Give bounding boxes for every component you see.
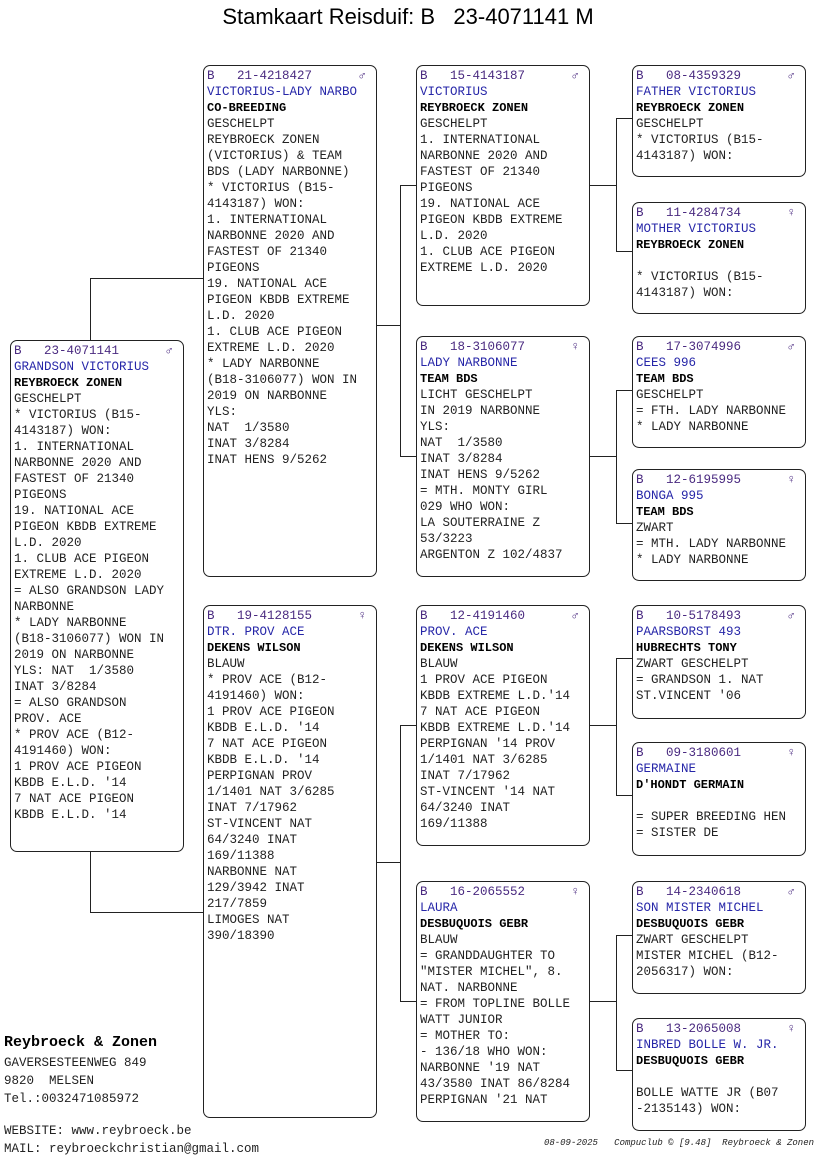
- pigeon-info-line: FASTEST OF 21340: [207, 245, 328, 259]
- pigeon-info-line: BDS (LADY NARBONNE): [207, 165, 350, 179]
- pigeon-card-subject: [10, 340, 184, 852]
- pigeon-info-line: 2019 ON NARBONNE: [14, 648, 135, 662]
- pigeon-info-line: 1/1401 NAT 3/6285: [207, 785, 335, 799]
- pigeon-header: [636, 339, 805, 355]
- pigeon-info-line: PERPIGNAN '14 PROV: [420, 737, 556, 751]
- pigeon-info-line: 2019 ON NARBONNE: [207, 389, 328, 403]
- pigeon-card-sire: [203, 65, 377, 577]
- pigeon-info-line: 2056317) WON:: [636, 965, 734, 979]
- pigeon-info-line: YLS:: [207, 405, 238, 419]
- pigeon-info-line: 19. NATIONAL ACE: [14, 504, 135, 518]
- pigeon-name: GRANDSON VICTORIUS: [14, 360, 150, 374]
- pigeon-info-line: 1. CLUB ACE PIGEON: [420, 245, 556, 259]
- ring-number: 09-3180601: [666, 746, 742, 760]
- connector-line: [400, 725, 401, 1001]
- pigeon-name: GERMAINE: [636, 762, 697, 776]
- pigeon-info-line: PIGEONS: [207, 261, 260, 275]
- pigeon-info-line: YLS: NAT 1/3580: [14, 664, 135, 678]
- connector-line: [589, 185, 616, 186]
- pigeon-info-line: PIGEONS: [14, 488, 67, 502]
- pigeon-card-gs-dam-sire: [416, 605, 590, 846]
- pigeon-header: [14, 343, 183, 359]
- pigeon-info-line: GESCHELPT: [207, 117, 275, 131]
- country-code: B: [636, 340, 644, 354]
- connector-line: [616, 658, 617, 795]
- pigeon-info-line: ST-VINCENT NAT: [207, 817, 313, 831]
- ring-number: 19-4128155: [237, 609, 313, 623]
- country-code: B: [420, 69, 428, 83]
- pigeon-info-line: 1. INTERNATIONAL: [420, 133, 541, 147]
- pigeon-info-line: KBDB E.L.D. '14: [14, 776, 127, 790]
- connector-line: [589, 725, 616, 726]
- pigeon-info-line: = MOTHER TO:: [420, 1029, 511, 1043]
- pigeon-info-line: 4143187) WON:: [14, 424, 112, 438]
- pigeon-header: [420, 339, 589, 355]
- pigeon-name: INBRED BOLLE W. JR.: [636, 1038, 779, 1052]
- pigeon-info-line: (B18-3106077) WON IN: [14, 632, 165, 646]
- pigeon-info-line: MISTER MICHEL (B12-: [636, 949, 779, 963]
- pigeon-card-ggp: [632, 881, 806, 994]
- pigeon-info-line: NARBONNE: [14, 600, 75, 614]
- pigeon-owner: REYBROECK ZONEN: [636, 101, 745, 115]
- pigeon-info-line: LICHT GESCHELPT: [420, 388, 533, 402]
- pigeon-info-line: BLAUW: [420, 933, 458, 947]
- pigeon-name: FATHER VICTORIUS: [636, 85, 757, 99]
- ring-number: 15-4143187: [450, 69, 526, 83]
- pigeon-info-line: = FTH. LADY NARBONNE: [636, 404, 787, 418]
- country-code: B: [420, 609, 428, 623]
- pigeon-info-line: INAT HENS 9/5262: [420, 468, 541, 482]
- male-icon: ♂: [787, 340, 795, 354]
- pigeon-name: DTR. PROV ACE: [207, 625, 305, 639]
- connector-line: [589, 456, 616, 457]
- pigeon-info-line: 129/3942 INAT: [207, 881, 305, 895]
- connector-line: [90, 851, 91, 912]
- male-icon: ♂: [571, 609, 579, 623]
- pigeon-info-line: PIGEON KBDB EXTREME: [207, 293, 350, 307]
- pigeon-card-gd-dam-dam: [416, 881, 590, 1122]
- pigeon-info-line: PIGEON KBDB EXTREME: [14, 520, 157, 534]
- pigeon-info-line: GESCHELPT: [636, 117, 704, 131]
- pigeon-info-line: * PROV ACE (B12-: [14, 728, 135, 742]
- pigeon-info-line: 1/1401 NAT 3/6285: [420, 753, 548, 767]
- pigeon-info-line: INAT 7/17962: [420, 769, 511, 783]
- female-icon: ♀: [571, 340, 579, 354]
- breeder-mail: MAIL: reybroeckchristian@gmail.com: [4, 1142, 260, 1156]
- country-code: B: [14, 344, 22, 358]
- connector-line: [616, 390, 632, 391]
- pigeon-owner: DEKENS WILSON: [420, 641, 514, 655]
- country-code: B: [636, 1022, 644, 1036]
- pigeon-card-gd-sire-dam: [416, 336, 590, 577]
- male-icon: ♂: [787, 885, 795, 899]
- pigeon-header: [420, 608, 589, 624]
- pigeon-header: [636, 1021, 805, 1037]
- pigeon-info-line: KBDB E.L.D. '14: [14, 808, 127, 822]
- pigeon-name: LADY NARBONNE: [420, 356, 518, 370]
- pigeon-info-line: * LADY NARBONNE: [636, 553, 749, 567]
- pigeon-name: PAARSBORST 493: [636, 625, 742, 639]
- pigeon-card-ggp: [632, 605, 806, 719]
- pigeon-info-line: PERPIGNAN PROV: [207, 769, 313, 783]
- pigeon-name: VICTORIUS: [420, 85, 488, 99]
- ring-number: 08-4359329: [666, 69, 742, 83]
- ring-number: 17-3074996: [666, 340, 742, 354]
- pigeon-info-line: (B18-3106077) WON IN: [207, 373, 358, 387]
- pigeon-info-line: GESCHELPT: [636, 388, 704, 402]
- pigeon-info-line: PERPIGNAN '21 NAT: [420, 1093, 548, 1107]
- page-title: Stamkaart Reisduif: B 23-4071141 M: [222, 4, 594, 29]
- pigeon-header: [636, 884, 805, 900]
- pigeon-info-line: 64/3240 INAT: [207, 833, 298, 847]
- pigeon-info-line: 1. INTERNATIONAL: [14, 440, 135, 454]
- ring-number: 13-2065008: [666, 1022, 742, 1036]
- connector-line: [90, 278, 203, 279]
- pigeon-info-line: 43/3580 INAT 86/8284: [420, 1077, 571, 1091]
- country-code: B: [207, 609, 215, 623]
- pigeon-card-ggp: [632, 469, 806, 581]
- pigeon-info-line: WATT JUNIOR: [420, 1013, 503, 1027]
- pigeon-info-line: 64/3240 INAT: [420, 801, 511, 815]
- pigeon-info-line: YLS:: [420, 420, 451, 434]
- connector-line: [616, 118, 617, 251]
- connector-line: [90, 912, 203, 913]
- connector-line: [616, 1070, 632, 1071]
- pigeon-header: [420, 884, 589, 900]
- pigeon-card-ggp: [632, 1018, 806, 1131]
- pigeon-owner: DEKENS WILSON: [207, 641, 301, 655]
- pigeon-info-line: = MTH. LADY NARBONNE: [636, 537, 787, 551]
- pigeon-info-line: KBDB EXTREME L.D.'14: [420, 721, 571, 735]
- connector-line: [400, 1001, 416, 1002]
- pigeon-owner: TEAM BDS: [636, 372, 694, 386]
- pigeon-card-dam: [203, 605, 377, 1118]
- pigeon-info-line: L.D. 2020: [420, 229, 488, 243]
- connector-line: [616, 935, 632, 936]
- pigeon-info-line: * VICTORIUS (B15-: [636, 133, 764, 147]
- country-code: B: [636, 746, 644, 760]
- pigeon-info-line: 1. CLUB ACE PIGEON: [207, 325, 343, 339]
- pigeon-info-line: ZWART: [636, 521, 674, 535]
- pigeon-info-line: 4143187) WON:: [207, 197, 305, 211]
- pigeon-info-line: INAT 3/8284: [420, 452, 503, 466]
- ring-number: 23-4071141: [44, 344, 120, 358]
- connector-line: [616, 118, 632, 119]
- pigeon-owner: REYBROECK ZONEN: [420, 101, 529, 115]
- pigeon-info-line: "MISTER MICHEL", 8.: [420, 965, 563, 979]
- pigeon-info-line: NAT 1/3580: [420, 436, 503, 450]
- pigeon-info-line: BLAUW: [207, 657, 245, 671]
- pigeon-owner: TEAM BDS: [420, 372, 478, 386]
- pigeon-info-line: NARBONNE 2020 AND: [14, 456, 142, 470]
- connector-line: [376, 862, 400, 863]
- pigeon-info-line: NARBONNE 2020 AND: [207, 229, 335, 243]
- pigeon-info-line: = ALSO GRANDSON: [14, 696, 127, 710]
- pigeon-info-line: PROV. ACE: [14, 712, 82, 726]
- pigeon-info-line: ST-VINCENT '14 NAT: [420, 785, 556, 799]
- pigeon-owner: REYBROECK ZONEN: [636, 238, 745, 252]
- pigeon-info-line: 1 PROV ACE PIGEON: [14, 760, 142, 774]
- pigeon-header: [207, 608, 376, 624]
- pigeon-info-line: 390/18390: [207, 929, 275, 943]
- pigeon-info-line: 7 NAT ACE PIGEON: [420, 705, 541, 719]
- pigeon-name: PROV. ACE: [420, 625, 488, 639]
- pigeon-info-line: KBDB E.L.D. '14: [207, 721, 320, 735]
- pigeon-header: [636, 745, 805, 761]
- pigeon-card-gs-sire-sire: [416, 65, 590, 306]
- ring-number: 12-6195995: [666, 473, 742, 487]
- country-code: B: [207, 69, 215, 83]
- pigeon-info-line: 1 PROV ACE PIGEON: [207, 705, 335, 719]
- pigeon-owner: TEAM BDS: [636, 505, 694, 519]
- pigeon-info-line: IN 2019 NARBONNE: [420, 404, 541, 418]
- pigeon-info-line: EXTREME L.D. 2020: [14, 568, 142, 582]
- pigeon-info-line: = FROM TOPLINE BOLLE: [420, 997, 571, 1011]
- pigeon-info-line: 029 WHO WON:: [420, 500, 511, 514]
- breeder-phone: Tel.:0032471085972: [4, 1092, 140, 1106]
- pigeon-info-line: FASTEST OF 21340: [420, 165, 541, 179]
- pigeon-info-line: 7 NAT ACE PIGEON: [14, 792, 135, 806]
- pigeon-info-line: 217/7859: [207, 897, 268, 911]
- pigeon-info-line: * VICTORIUS (B15-: [636, 270, 764, 284]
- pigeon-header: [636, 205, 805, 221]
- pigeon-info-line: NAT 1/3580: [207, 421, 290, 435]
- connector-line: [400, 185, 416, 186]
- connector-line: [616, 390, 617, 523]
- breeder-website: WEBSITE: www.reybroeck.be: [4, 1124, 192, 1138]
- pigeon-info-line: BOLLE WATTE JR (B07: [636, 1086, 779, 1100]
- pigeon-info-line: = SUPER BREEDING HEN: [636, 810, 787, 824]
- breeder-city: 9820 MELSEN: [4, 1074, 95, 1088]
- female-icon: ♀: [787, 1022, 795, 1036]
- ring-number: 12-4191460: [450, 609, 526, 623]
- connector-line: [400, 456, 416, 457]
- connector-line: [400, 725, 416, 726]
- pigeon-info-line: 1 PROV ACE PIGEON: [420, 673, 548, 687]
- pigeon-info-line: LA SOUTERRAINE Z: [420, 516, 541, 530]
- pigeon-info-line: ST.VINCENT '06: [636, 689, 742, 703]
- pigeon-info-line: (VICTORIUS) & TEAM: [207, 149, 343, 163]
- connector-line: [616, 251, 632, 252]
- pigeon-info-line: GESCHELPT: [14, 392, 82, 406]
- connector-line: [376, 325, 400, 326]
- breeder-address: GAVERSESTEENWEG 849: [4, 1056, 147, 1070]
- pigeon-info-line: * VICTORIUS (B15-: [207, 181, 335, 195]
- pigeon-info-line: NARBONNE NAT: [207, 865, 298, 879]
- pigeon-owner: D'HONDT GERMAIN: [636, 778, 745, 792]
- connector-line: [616, 523, 632, 524]
- male-icon: ♂: [165, 344, 173, 358]
- country-code: B: [636, 609, 644, 623]
- pigeon-name: VICTORIUS-LADY NARBO: [207, 85, 358, 99]
- connector-line: [90, 278, 91, 340]
- ring-number: 16-2065552: [450, 885, 526, 899]
- pigeon-info-line: 19. NATIONAL ACE: [207, 277, 328, 291]
- pigeon-info-line: = GRANDSON 1. NAT: [636, 673, 764, 687]
- pigeon-info-line: = SISTER DE: [636, 826, 719, 840]
- pigeon-info-line: 7 NAT ACE PIGEON: [207, 737, 328, 751]
- pigeon-name: CEES 996: [636, 356, 697, 370]
- ring-number: 14-2340618: [666, 885, 742, 899]
- female-icon: ♀: [787, 746, 795, 760]
- breeder-contact: [4, 1122, 259, 1158]
- pigeon-info-line: [636, 253, 805, 269]
- pigeon-info-line: ARGENTON Z 102/4837: [420, 548, 563, 562]
- pigeon-info-line: ZWART GESCHELPT: [636, 933, 749, 947]
- pigeon-info-line: PIGEONS: [420, 181, 473, 195]
- female-icon: ♀: [787, 473, 795, 487]
- pigeon-info-line: GESCHELPT: [420, 117, 488, 131]
- pigeon-info-line: 169/11388: [420, 817, 488, 831]
- pigeon-info-line: 4191460) WON:: [207, 689, 305, 703]
- ring-number: 10-5178493: [666, 609, 742, 623]
- pigeon-info-line: * LADY NARBONNE: [14, 616, 127, 630]
- pigeon-info-line: 4143187) WON:: [636, 149, 734, 163]
- pigeon-info-line: - 136/18 WHO WON:: [420, 1045, 548, 1059]
- pigeon-name: BONGA 995: [636, 489, 704, 503]
- pigeon-info-line: = GRANDDAUGHTER TO: [420, 949, 556, 963]
- pigeon-header: [636, 472, 805, 488]
- pigeon-info-line: PIGEON KBDB EXTREME: [420, 213, 563, 227]
- pigeon-info-line: -2135143) WON:: [636, 1102, 742, 1116]
- male-icon: ♂: [358, 69, 366, 83]
- pigeon-owner: DESBUQUOIS GEBR: [636, 1054, 745, 1068]
- country-code: B: [636, 69, 644, 83]
- pigeon-owner: CO-BREEDING: [207, 101, 287, 115]
- pigeon-header: [636, 68, 805, 84]
- pigeon-info-line: REYBROECK ZONEN: [207, 133, 320, 147]
- country-code: B: [636, 206, 644, 220]
- pigeon-info-line: 4191460) WON:: [14, 744, 112, 758]
- pigeon-name: SON MISTER MICHEL: [636, 901, 764, 915]
- male-icon: ♂: [787, 609, 795, 623]
- pigeon-info-line: * LADY NARBONNE: [636, 420, 749, 434]
- pigeon-owner: HUBRECHTS TONY: [636, 641, 737, 655]
- pigeon-info-line: * PROV ACE (B12-: [207, 673, 328, 687]
- pigeon-info-line: INAT 3/8284: [207, 437, 290, 451]
- pigeon-info-line: NAT. NARBONNE: [420, 981, 518, 995]
- pigeon-name: LAURA: [420, 901, 458, 915]
- ring-number: 21-4218427: [237, 69, 313, 83]
- female-icon: ♀: [787, 206, 795, 220]
- pigeon-info-line: NARBONNE '19 NAT: [420, 1061, 541, 1075]
- country-code: B: [420, 340, 428, 354]
- connector-line: [616, 935, 617, 1070]
- pigeon-card-ggp: [632, 202, 806, 314]
- pigeon-info-line: KBDB EXTREME L.D.'14: [420, 689, 571, 703]
- pigeon-owner: REYBROECK ZONEN: [14, 376, 123, 390]
- pigeon-info-line: 4143187) WON:: [636, 286, 734, 300]
- breeder-name: Reybroeck & Zonen: [4, 1034, 158, 1051]
- pigeon-info-line: ZWART GESCHELPT: [636, 657, 749, 671]
- pigeon-card-ggp: [632, 65, 806, 177]
- pigeon-card-ggp: [632, 336, 806, 448]
- ring-number: 11-4284734: [666, 206, 742, 220]
- connector-line: [616, 795, 632, 796]
- pigeon-info-line: = MTH. MONTY GIRL: [420, 484, 548, 498]
- pigeon-info-line: EXTREME L.D. 2020: [207, 341, 335, 355]
- pigeon-info-line: INAT 3/8284: [14, 680, 97, 694]
- pigeon-header: [420, 68, 589, 84]
- pigeon-info-line: 1. CLUB ACE PIGEON: [14, 552, 150, 566]
- pigeon-info-line: [636, 1069, 805, 1085]
- pigeon-info-line: * VICTORIUS (B15-: [14, 408, 142, 422]
- pigeon-info-line: 53/3223: [420, 532, 473, 546]
- pigeon-info-line: L.D. 2020: [207, 309, 275, 323]
- pigeon-header: [636, 608, 805, 624]
- pigeon-info-line: NARBONNE 2020 AND: [420, 149, 548, 163]
- pigeon-info-line: = ALSO GRANDSON LADY: [14, 584, 165, 598]
- pigeon-info-line: LIMOGES NAT: [207, 913, 290, 927]
- pigeon-info-line: L.D. 2020: [14, 536, 82, 550]
- connector-line: [616, 658, 632, 659]
- pigeon-info-line: [636, 793, 805, 809]
- male-icon: ♂: [787, 69, 795, 83]
- country-code: B: [420, 885, 428, 899]
- country-code: B: [636, 885, 644, 899]
- ring-number: 18-3106077: [450, 340, 526, 354]
- pigeon-owner: DESBUQUOIS GEBR: [420, 917, 529, 931]
- pigeon-header: [207, 68, 376, 84]
- pigeon-card-ggp: [632, 742, 806, 856]
- male-icon: ♂: [571, 69, 579, 83]
- pigeon-info-line: 169/11388: [207, 849, 275, 863]
- connector-line: [400, 185, 401, 456]
- pigeon-info-line: 19. NATIONAL ACE: [420, 197, 541, 211]
- pigeon-info-line: EXTREME L.D. 2020: [420, 261, 548, 275]
- pigeon-info-line: * LADY NARBONNE: [207, 357, 320, 371]
- pigeon-info-line: INAT HENS 9/5262: [207, 453, 328, 467]
- pigeon-info-line: 1. INTERNATIONAL: [207, 213, 328, 227]
- pigeon-info-line: KBDB E.L.D. '14: [207, 753, 320, 767]
- pigeon-info-line: FASTEST OF 21340: [14, 472, 135, 486]
- pigeon-info-line: BLAUW: [420, 657, 458, 671]
- female-icon: ♀: [571, 885, 579, 899]
- pigeon-owner: DESBUQUOIS GEBR: [636, 917, 745, 931]
- footer-credit: 08-09-2025 Compuclub © [9.48] Reybroeck & Zonen: [543, 1138, 814, 1148]
- female-icon: ♀: [358, 609, 366, 623]
- country-code: B: [636, 473, 644, 487]
- breeder-info: [4, 1034, 157, 1108]
- pigeon-name: MOTHER VICTORIUS: [636, 222, 757, 236]
- connector-line: [589, 1001, 616, 1002]
- pigeon-info-line: INAT 7/17962: [207, 801, 298, 815]
